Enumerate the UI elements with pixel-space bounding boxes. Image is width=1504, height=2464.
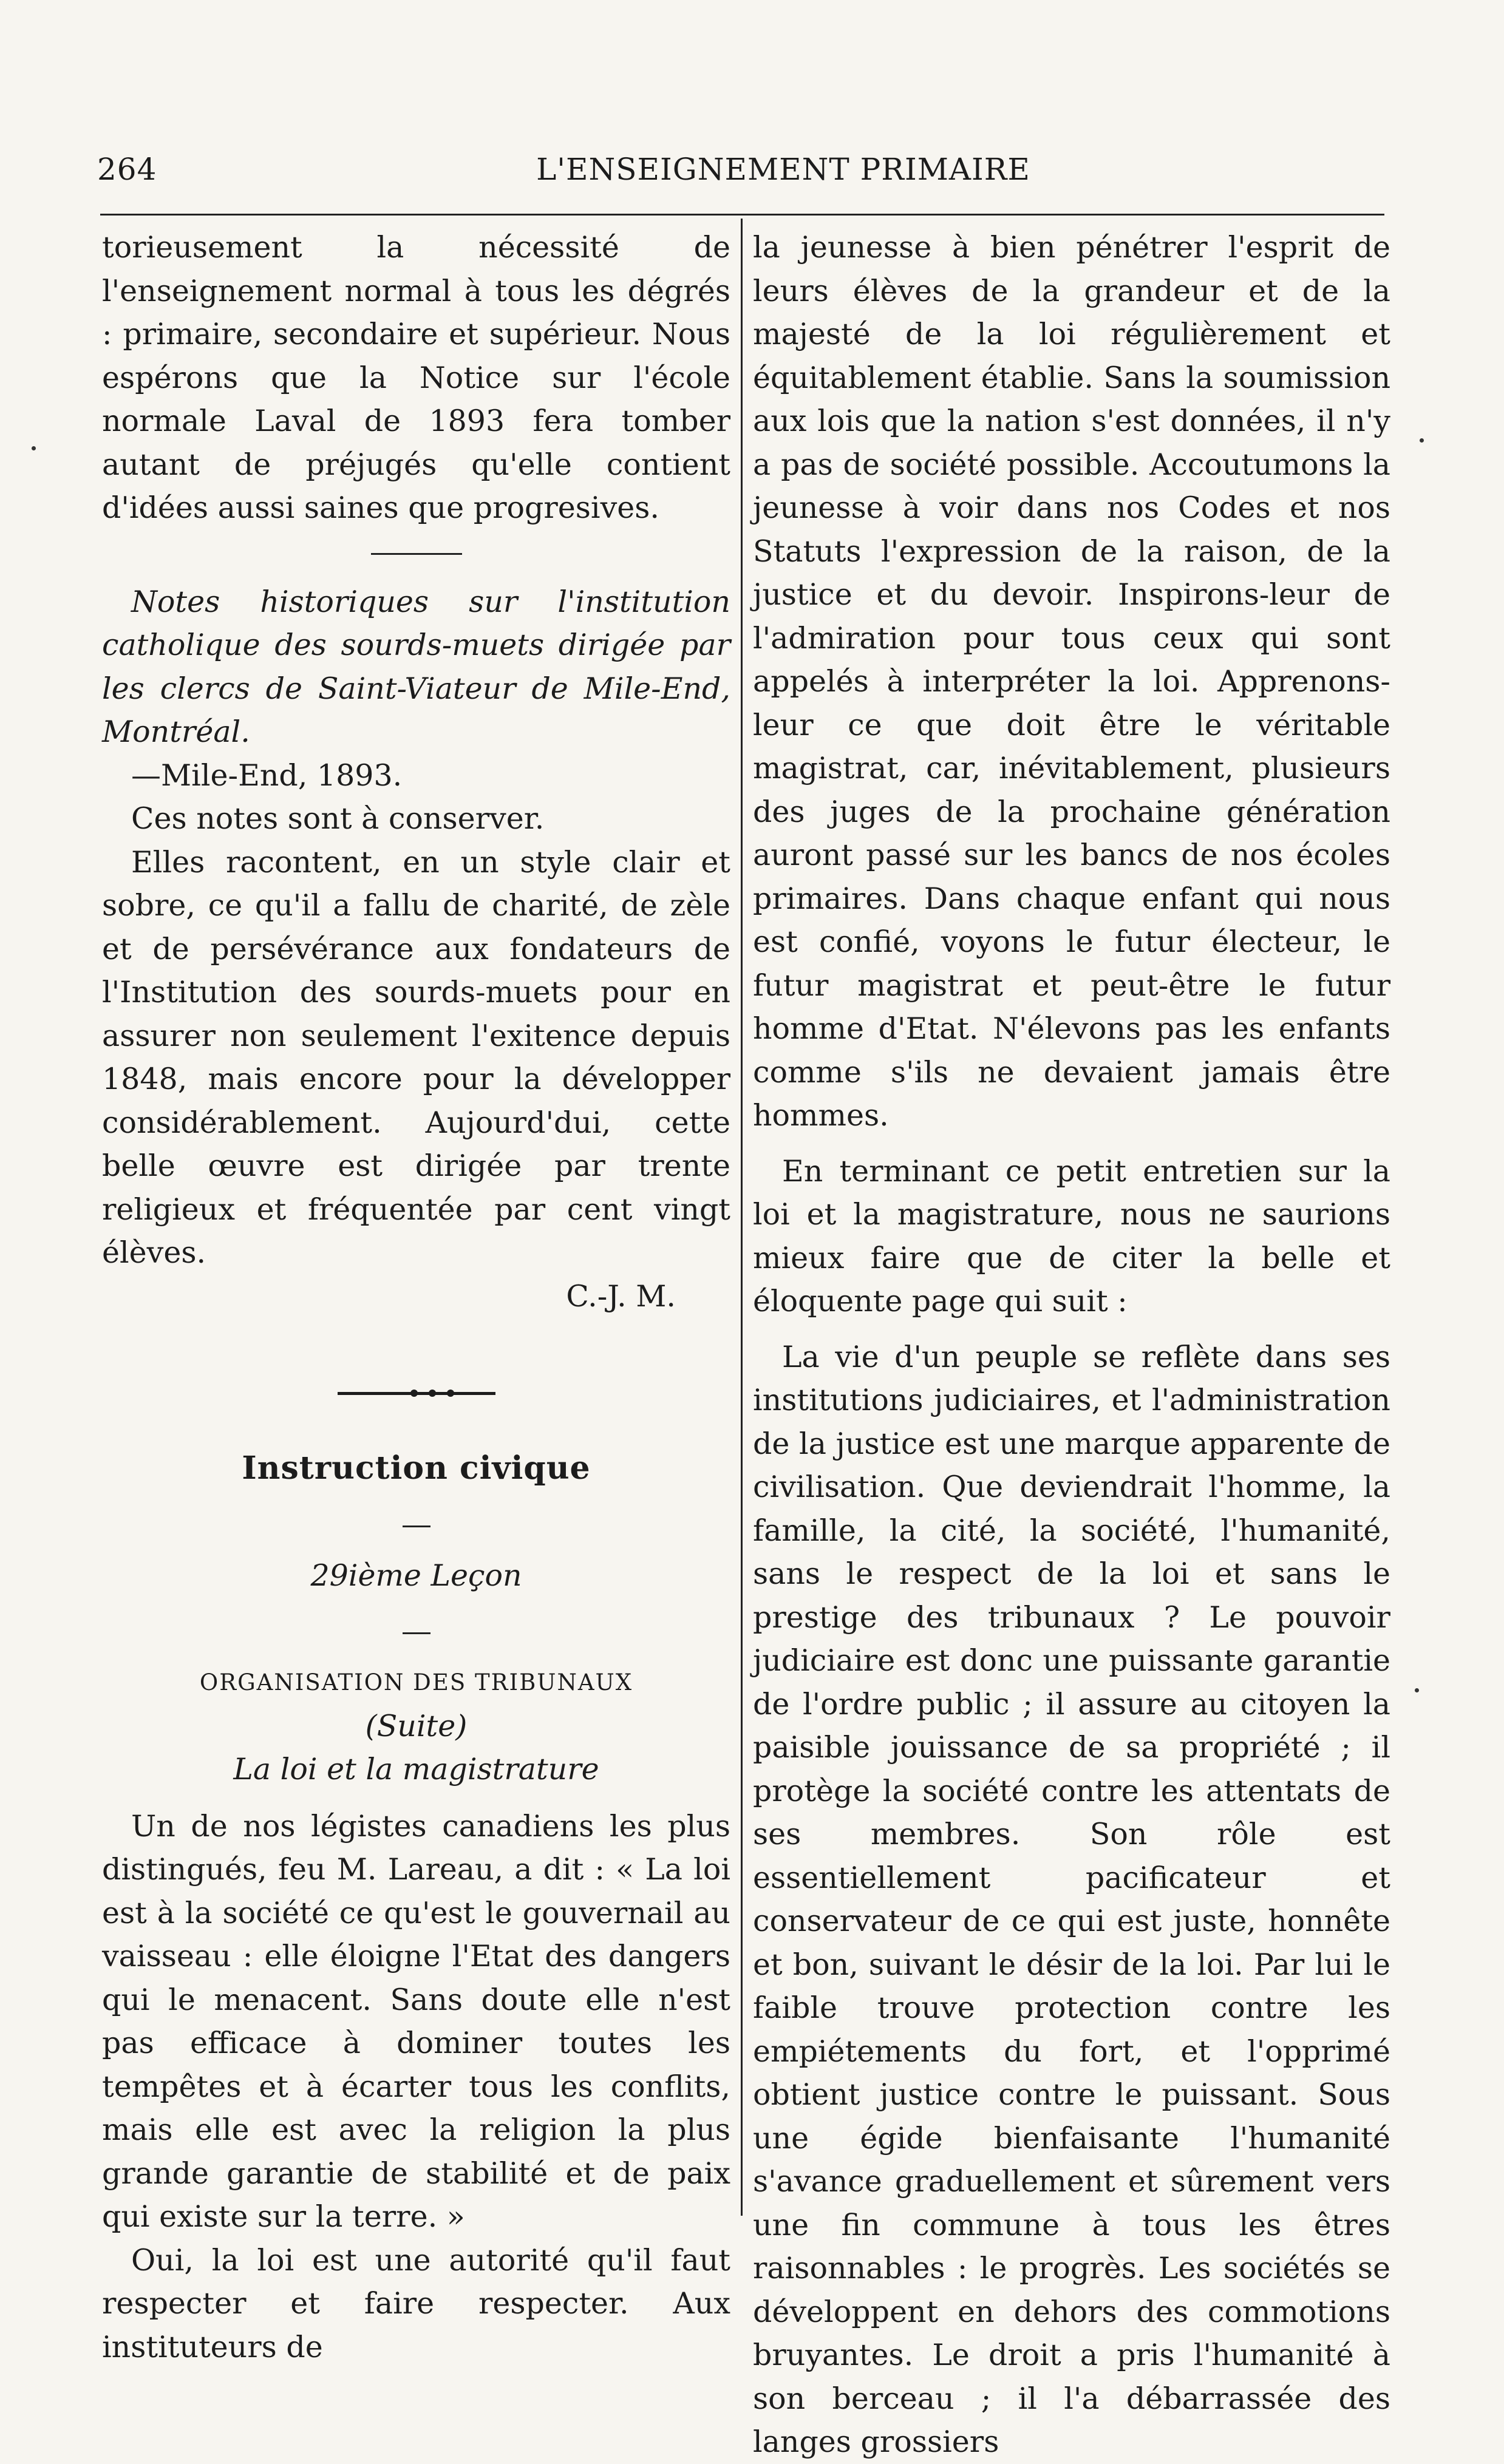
lesson-subject: ORGANISATION DES TRIBUNAUX xyxy=(199,1669,633,1695)
section-title: Instruction civique xyxy=(242,1450,591,1487)
ink-speck xyxy=(1415,1688,1419,1692)
paragraph: Oui, la loi est une autorité qu'il faut respecter et faire respecter. Aux instituteurs de xyxy=(102,2242,730,2364)
paragraph: la jeunesse à bien pénétrer l'esprit de leurs élèves de la grandeur et de la majesté de la loi régulièrement et équitablement établie. Sans la soumission aux lois que la nation s'est données, il n'y a pas de société possible. Accoutumons la jeunesse à voir dans nos Codes et nos Statuts l'expression de la raison, de la justice et du devoir. Inspirons-leur de l'admiration pour tous ceux qui sont appelés à interpréter la loi. Apprenons-leur ce que doit être le véritable magistrat, car, inévitablement, plusieurs des juges de la prochaine génération auront passé sur les bancs de nos écoles primaires. Dans chaque enfant qui nous est confié, voyons le futur électeur, le futur magistrat et peut-être le futur homme d'Etat. N'élevons pas les enfants comme s'ils ne devaient jamais être hommes. xyxy=(753,230,1390,1133)
left-column xyxy=(102,226,730,2369)
column-divider xyxy=(741,219,743,2216)
paragraph: La vie d'un peuple se reflète dans ses institutions judiciaires, et l'administration de la justice est une marque apparente de civilisation. Que deviendrait l'homme, la famille, la cité, la société, l'humanité, sans le respect de la loi et sans le prestige des tribunaux ? Le pouvoir judiciaire est donc une puissante garantie de l'ordre public ; il assure au citoyen la paisible jouissance de sa propriété ; il protège la société contre les attentats de ses membres. Son rôle est essentiellement pacificateur et conservateur de ce qui est juste, honnête et bon, suivant le désir de la loi. Par lui le faible trouve protection contre les empiétements du fort, et l'opprimé obtient justice contre le puissant. Sous une égide bienfaisante l'humanité s'avance graduellement et sûrement vers une fin commune à tous les êtres raisonnables : le progrès. Les sociétés se développent en dehors des commotions bruyantes. Le droit a pris l'humanité à son berceau ; il l'a débarrassée des langes grossiers xyxy=(753,1339,1390,2459)
book-place: —Mile-End, 1893. xyxy=(131,758,403,793)
ink-speck xyxy=(1420,438,1424,443)
section-rule xyxy=(371,553,462,555)
paragraph: Un de nos légistes canadiens les plus distingués, feu M. Lareau, a dit : « La loi est à la société ce qu'est le gouvernail au vaisseau : elle éloigne l'Etat des dangers qui le menacent. Sans doute elle n'est pas efficace à dominer toutes les tempêtes et à écarter tous les conflits, mais elle est avec la religion la plus grande garantie de stabilité et de paix qui existe sur la terre. » xyxy=(102,1808,730,2234)
right-column xyxy=(753,226,1390,2464)
lesson-subtitle: La loi et la magistrature xyxy=(233,1752,599,1787)
page-header xyxy=(91,146,1390,200)
paragraph: En terminant ce petit entretien sur la loi et la magistrature, nous ne saurions mieux faire que de citer la belle et éloquente page qui suit : xyxy=(753,1153,1390,1319)
ink-speck xyxy=(32,446,36,450)
page-number: 264 xyxy=(97,152,157,187)
title-rule xyxy=(403,1526,430,1527)
lesson-number: 29ième Leçon xyxy=(310,1558,522,1593)
paragraph: Ces notes sont à conserver. xyxy=(131,801,545,836)
title-rule xyxy=(403,1632,430,1634)
running-title: L'ENSEIGNEMENT PRIMAIRE xyxy=(536,152,1030,187)
signature: C.-J. M. xyxy=(566,1278,676,1314)
paragraph: Elles racontent, en un style clair et sobre, ce qu'il a fallu de charité, de zèle et de persévérance aux fondateurs de l'Institution des sourds-muets pour en assurer non seulement l'exitence depuis 1848, mais encore pour la développer considérablement. Aujourd'dui, cette belle œuvre est dirigée par trente religieux et fréquentée par cent vingt élèves. xyxy=(102,844,730,1270)
ornament-divider xyxy=(338,1390,495,1397)
book-title: Notes historiques sur l'institution catholique des sourds-muets dirigée par les clercs de Saint-Viateur de Mile-End, Montréal. xyxy=(102,584,730,749)
header-rule xyxy=(100,214,1384,216)
lesson-suite: (Suite) xyxy=(365,1708,468,1743)
paragraph: torieusement la nécessité de l'enseignement normal à tous les dégrés : primaire, secondaire et supérieur. Nous espérons que la Notice sur l'école normale Laval de 1893 fera tomber autant de préjugés qu'elle contient d'idées aussi saines que progresives. xyxy=(102,230,730,525)
